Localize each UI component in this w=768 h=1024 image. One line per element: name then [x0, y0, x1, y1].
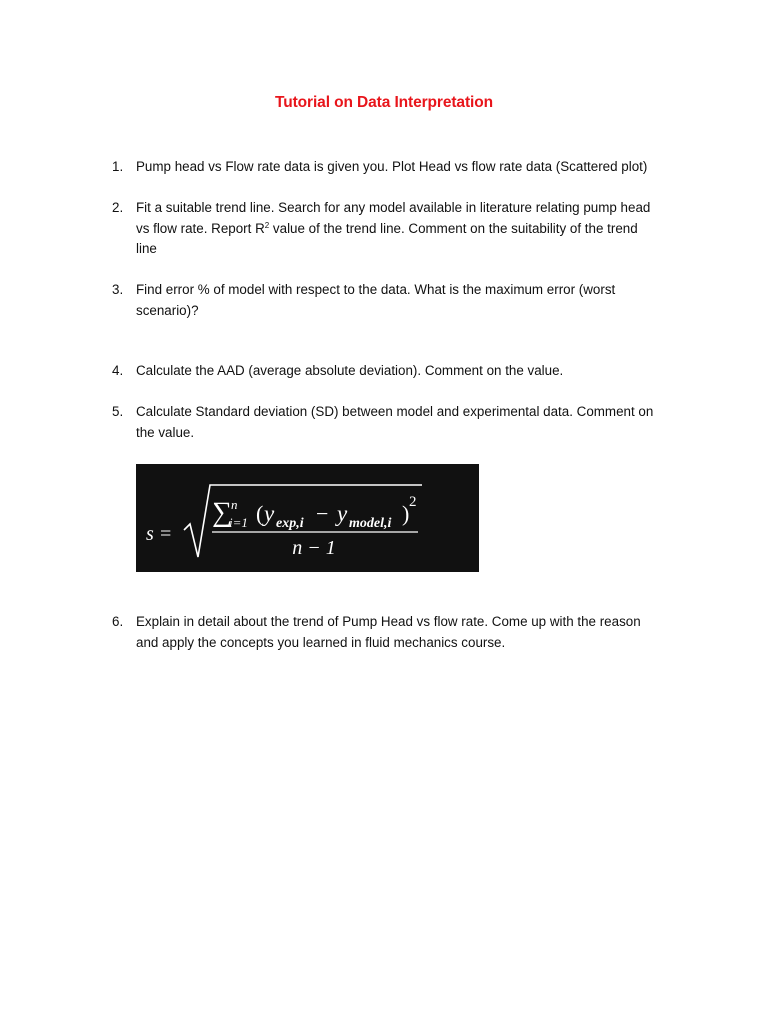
formula-denominator: n − 1 [292, 537, 336, 559]
text-line [136, 219, 676, 240]
list-number: 4. [112, 363, 124, 378]
formula-lhs: s = [146, 523, 173, 545]
close-parenthesis: ) [402, 501, 410, 526]
text-line: Pump head vs Flow rate data is given you. Plot Head vs flow rate data (Scattered plot) [136, 159, 648, 174]
text-line: line [136, 241, 157, 257]
y-model-subscript: model,i [349, 516, 392, 531]
text-segment: vs flow rate. Report R [136, 220, 265, 236]
list-item-text [136, 198, 676, 260]
y-experimental: y [264, 501, 275, 526]
list-item-text [136, 157, 676, 178]
summation-sign: ∑ [212, 497, 232, 528]
list-item-text [136, 612, 676, 653]
list-number: 3. [112, 282, 124, 297]
text-line: and apply the concepts you learned in fluid mechanics course. [136, 634, 506, 650]
superscript: 2 [264, 220, 270, 230]
text-line: Explain in detail about the trend of Pump Head vs flow rate. Come up with the reason [136, 614, 641, 629]
power-exponent: 2 [409, 494, 417, 510]
text-segment: value of the trend line. Comment on the suitability of the trend [269, 220, 638, 236]
summation-lower-limit: i=1 [229, 515, 248, 530]
y-model: y [337, 501, 348, 526]
list-item-text [136, 280, 676, 321]
list-number: 5. [112, 404, 124, 419]
text-line: Find error % of model with respect to the data. What is the maximum error (worst [136, 282, 616, 297]
formula-graphic [136, 464, 479, 572]
list-item-text [136, 361, 676, 382]
minus-sign: − [316, 501, 329, 526]
y-experimental-subscript: exp,i [276, 516, 304, 531]
page-title: Tutorial on Data Interpretation [275, 94, 493, 111]
text-line: the value. [136, 424, 195, 440]
open-parenthesis: ( [256, 501, 264, 526]
summation-upper-limit: n [231, 497, 238, 512]
text-line: Calculate the AAD (average absolute deviation). Comment on the value. [136, 363, 564, 378]
list-item-text [136, 402, 676, 443]
list-number: 1. [112, 159, 124, 174]
standard-deviation-formula [136, 464, 479, 572]
list-number: 6. [112, 614, 124, 629]
text-line: Calculate Standard deviation (SD) between model and experimental data. Comment on [136, 404, 654, 419]
list-number: 2. [112, 200, 124, 215]
text-line: scenario)? [136, 302, 199, 318]
text-line: Fit a suitable trend line. Search for any model available in literature relating pump head [136, 200, 651, 215]
